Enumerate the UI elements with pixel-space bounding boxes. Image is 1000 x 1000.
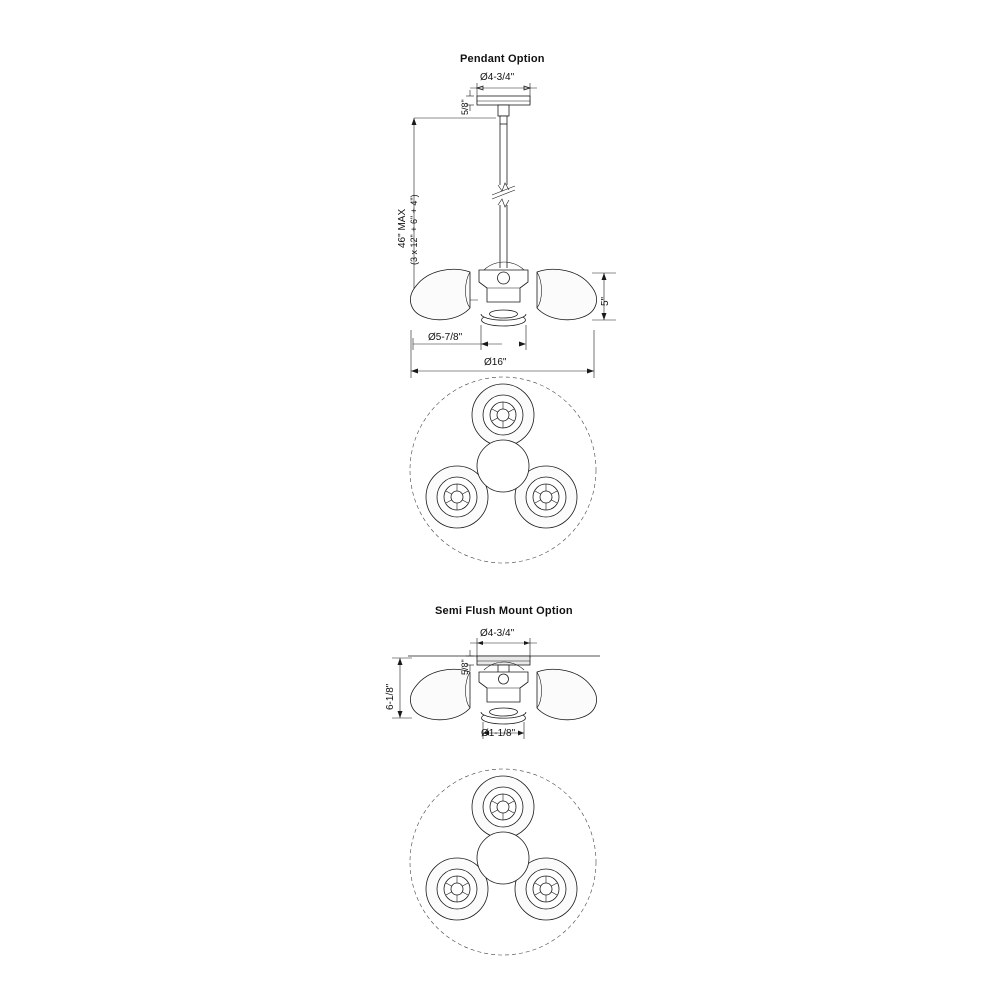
pendant-canopy-diameter-label: Ø4-3/4" (480, 72, 515, 83)
pendant-drop-max-label: 46" MAX (397, 208, 408, 248)
pendant-canopy-height-label: 5/8" (460, 99, 470, 115)
semi-flush-title: Semi Flush Mount Option (435, 605, 573, 617)
semiflush-canopy-height-label: 5/8" (460, 659, 470, 675)
pendant-drop-note-label: (3 x 12" + 6" + 4") (409, 194, 419, 265)
semiflush-stem-diameter-label: Ø1-1/8" (481, 728, 516, 739)
semiflush-overall-height-label: 6-1/8" (385, 683, 396, 710)
pendant-body-diameter-label: Ø5-7/8" (428, 332, 463, 343)
semiflush-canopy-diameter-label: Ø4-3/4" (480, 628, 515, 639)
plan2-shade-top (472, 776, 534, 838)
pendant-body-height-label: 5" (600, 296, 611, 306)
pendant-overall-diameter-label: Ø16" (484, 357, 507, 368)
pendant-title: Pendant Option (460, 53, 545, 65)
